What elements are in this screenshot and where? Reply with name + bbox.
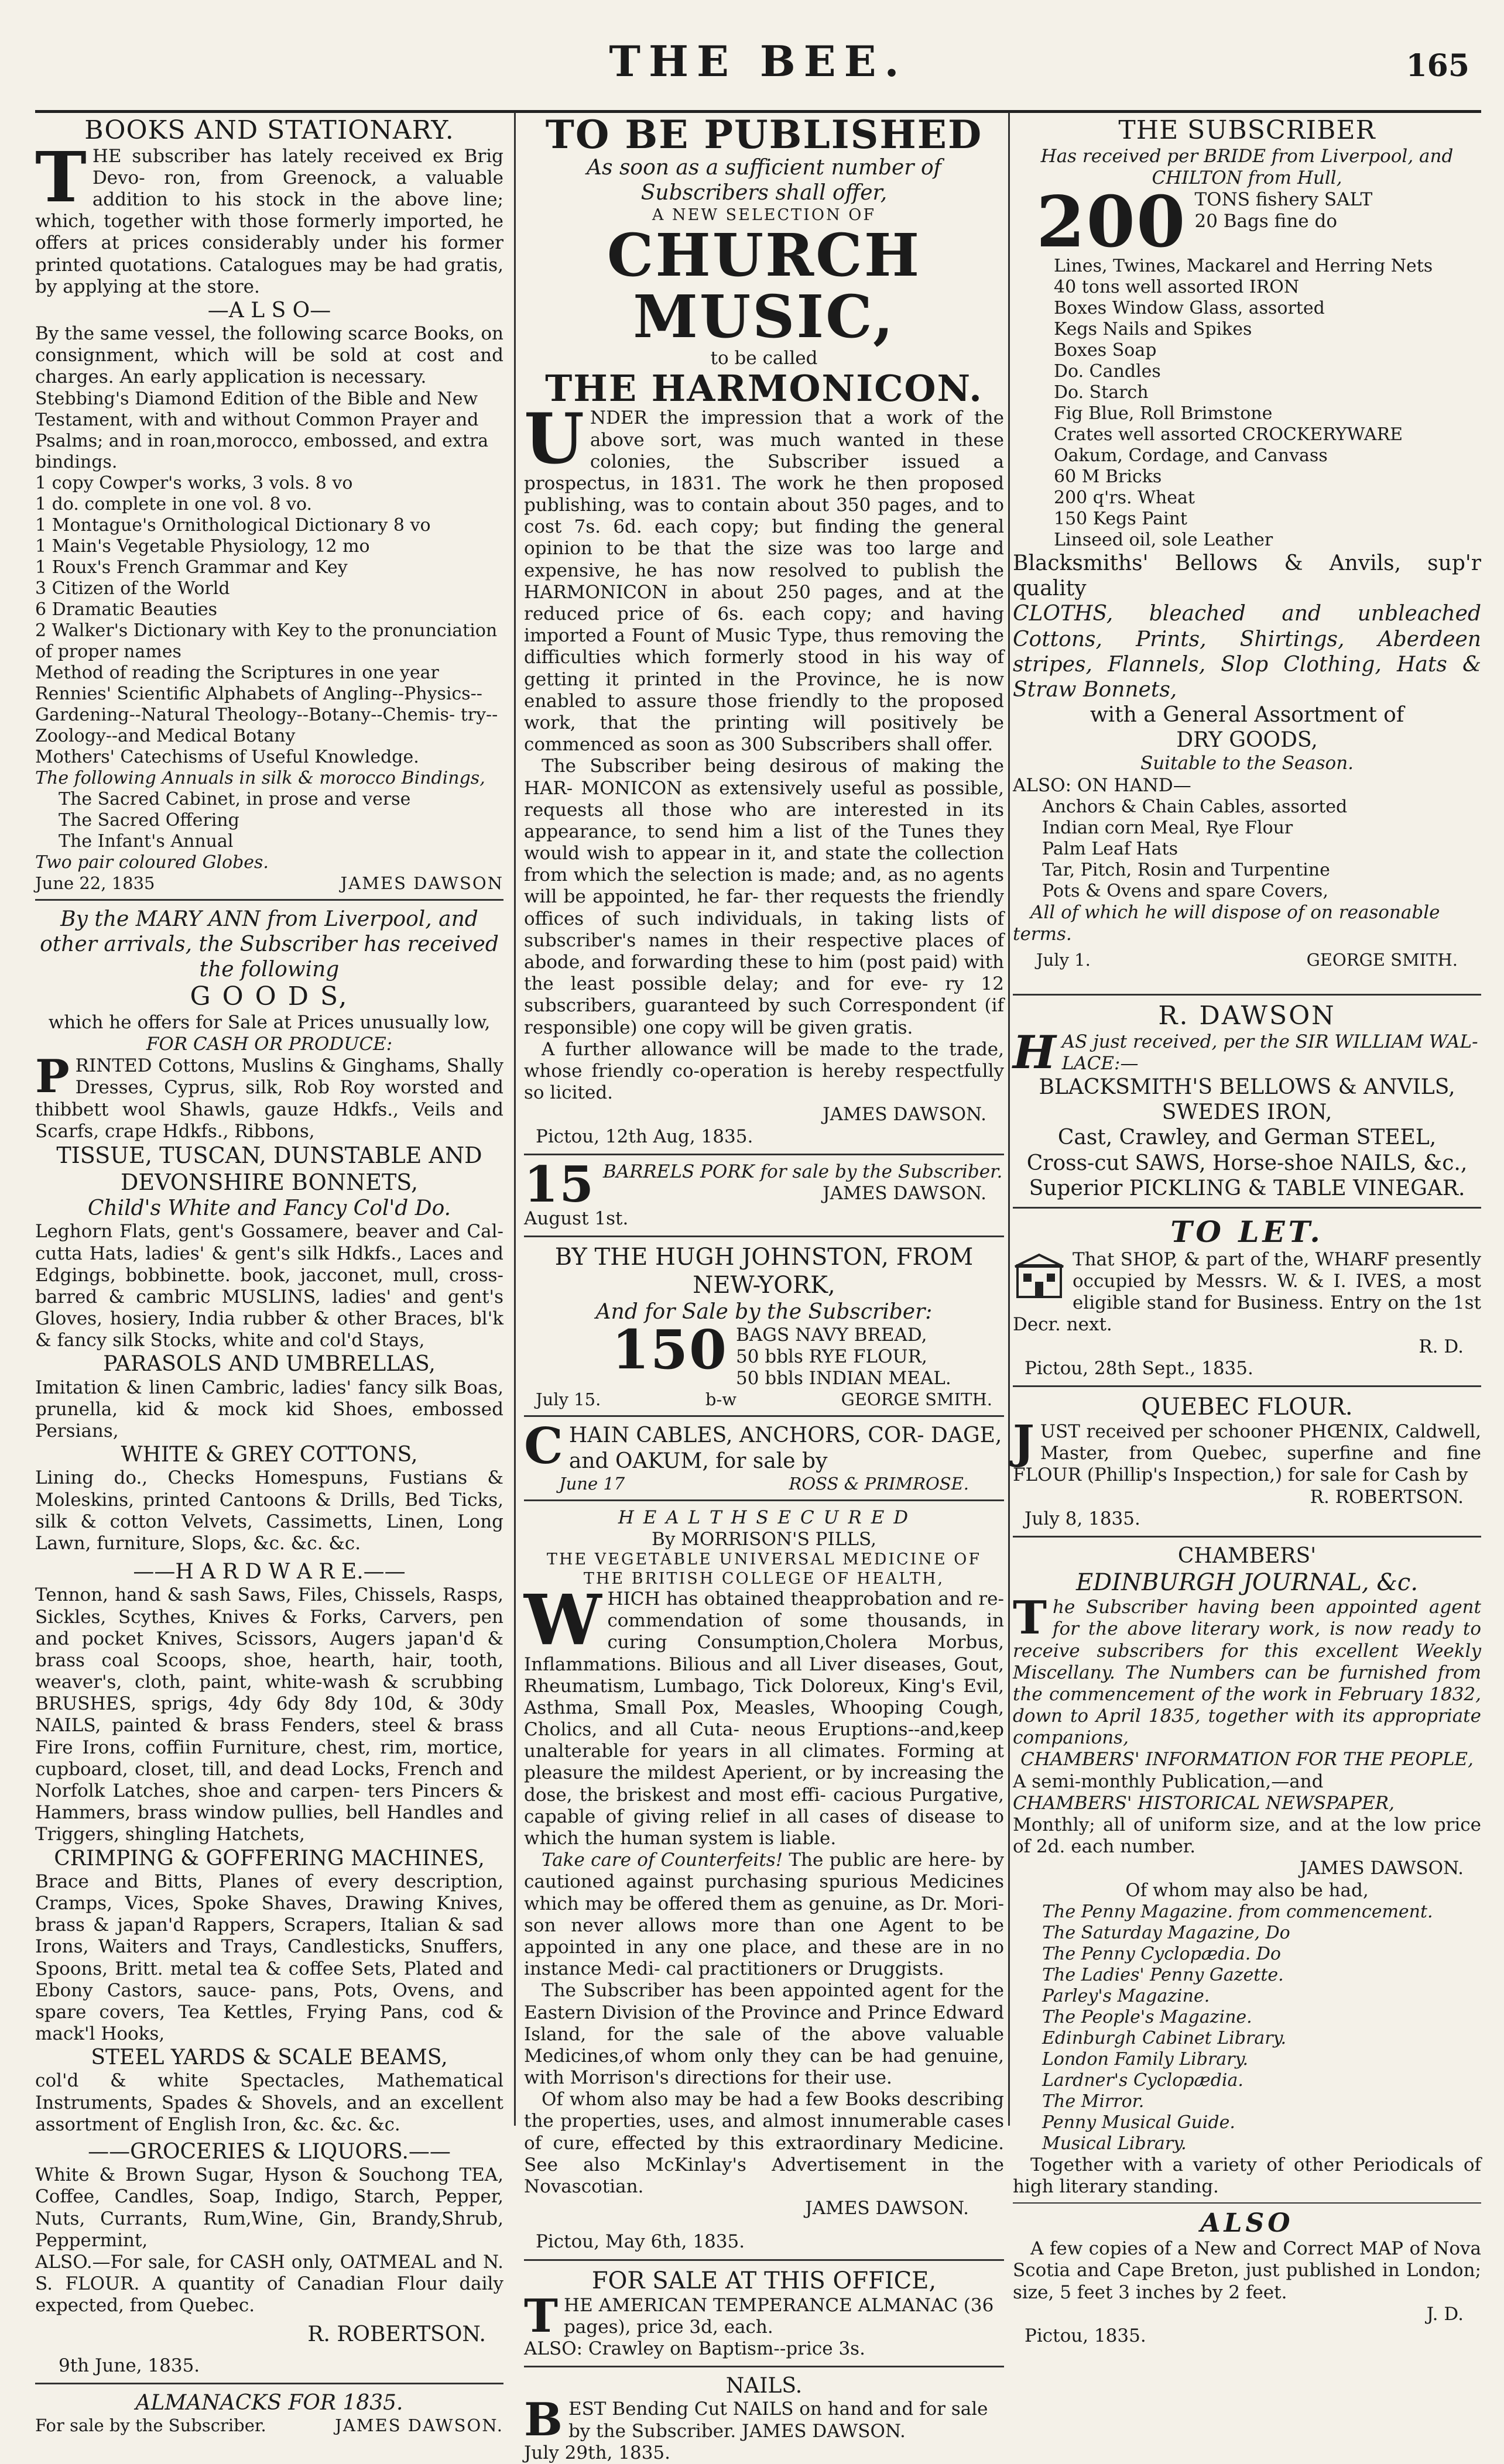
books-advert bbox=[35, 116, 503, 893]
page-header bbox=[35, 25, 1481, 112]
list-item: 50 bbls RYE FLOUR, bbox=[736, 1346, 927, 1368]
column-1 bbox=[35, 112, 503, 2436]
harmonicon-p2: The Subscriber being desirous of making the HAR- MONICON as extensively useful as possible, requests all those who are interested in its appearance, to send him a list of the Tunes they would wish to appear in it, and state the collection from which the selection is made; and, as no agents will be appointed, he far- ther requests the friendly offices of such individuals, in taking lists of subscriber's names in their respective places of abode, and forwarding these to him (post paid) with the least possible delay; and for eve- ry 12 subscribers, guaranteed by such Correspondent (if responsible) one copy will be given gratis. bbox=[524, 756, 1004, 1038]
list-item: Boxes Window Glass, assorted bbox=[1054, 297, 1325, 318]
list-item: 200 q'rs. Wheat bbox=[1054, 487, 1195, 508]
signer: JAMES DAWSON. bbox=[805, 2198, 969, 2219]
quebec-advert bbox=[1013, 1393, 1481, 1530]
dropcap: T bbox=[1013, 1591, 1047, 1645]
list-item: BLACKSMITH'S BELLOWS & ANVILS, bbox=[1039, 1075, 1455, 1099]
groceries-heading: ——GROCERIES & LIQUORS.—— bbox=[88, 2140, 451, 2164]
groceries-text: White & Brown Sugar, Hyson & Souchong TEA, Coffee, Candles, Soap, Indigo, Starch, Pepper, Nuts, Currants, Rum,Wine, Gin, Brandy,Shrub, Peppermint, bbox=[35, 2164, 503, 2251]
divider bbox=[35, 899, 503, 901]
steel-heading: STEEL YARDS & SCALE BEAMS, bbox=[91, 2046, 448, 2070]
list-item: Do. Candles bbox=[1054, 361, 1161, 382]
goods-parasols: PARASOLS AND UMBRELLAS, bbox=[103, 1352, 436, 1377]
divider bbox=[35, 2383, 503, 2384]
books-intro: THE subscriber has lately received ex Brig Devo- ron, from Greenock, a valuable addition to his stock in the above line; which, together with those formerly imported, he offers at prices considerably under his former printed quotations. Catalogues may be had gratis, by applying at the store. bbox=[35, 136, 503, 297]
dropcap: J bbox=[1013, 1416, 1034, 1470]
health-title: H E A L T H S E C U R E D bbox=[618, 1506, 910, 1528]
signer: GEORGE SMITH. bbox=[841, 1389, 992, 1410]
divider bbox=[1013, 994, 1481, 996]
mark: b-w bbox=[705, 1389, 737, 1410]
subscriber-blacksmith: Blacksmiths' Bellows & Anvils, sup'r quality bbox=[1013, 551, 1481, 601]
list-item: The Sacred Offering bbox=[59, 809, 239, 831]
list-item: 40 tons well assorted IRON bbox=[1054, 276, 1300, 297]
quebec-title: QUEBEC FLOUR. bbox=[1141, 1394, 1353, 1421]
divider bbox=[524, 2259, 1004, 2261]
chambers-info: CHAMBERS' INFORMATION FOR THE PEOPLE, bbox=[1020, 1749, 1474, 1770]
chambers-advert bbox=[1013, 1543, 1481, 2198]
books-also: —A L S O— bbox=[207, 298, 331, 322]
divider bbox=[1013, 2202, 1481, 2204]
page-number: 165 bbox=[1406, 48, 1469, 84]
list-item: Musical Library. bbox=[1042, 2133, 1187, 2154]
chambers-list bbox=[1013, 1902, 1481, 2154]
harmonicon-title3: THE HARMONICON. bbox=[545, 367, 983, 410]
date: July 29th, 1835. bbox=[524, 2442, 670, 2463]
list-item: The Saturday Magazine, Do bbox=[1042, 1922, 1290, 1943]
list-item: Kegs Nails and Spikes bbox=[1054, 318, 1252, 339]
almanacks-title: ALMANACKS FOR 1835. bbox=[135, 2390, 403, 2415]
books-list bbox=[35, 389, 503, 873]
chambers-hist: CHAMBERS' HISTORICAL NEWSPAPER, bbox=[1013, 1792, 1395, 1814]
hand-list bbox=[1013, 797, 1481, 902]
harmonicon-sub1: As soon as a sufficient number of Subscribers shall offer, bbox=[587, 156, 941, 205]
list-item: Cross-cut SAWS, Horse-shoe NAILS, &c., bbox=[1026, 1151, 1468, 1175]
list-item: 1 Montague's Ornithological Dictionary 8 vo bbox=[35, 514, 431, 536]
signer: JAMES DAWSON bbox=[340, 873, 503, 893]
divider bbox=[524, 1415, 1004, 1417]
goods-imitation: Imitation & linen Cambric, ladies' fancy silk Boas, prunella, kid & mock kid Shoes, embossed Persians, bbox=[35, 1377, 503, 1442]
divider bbox=[1013, 1536, 1481, 1538]
list-item: Anchors & Chain Cables, assorted bbox=[1042, 796, 1348, 817]
list-item: Boxes Soap bbox=[1054, 339, 1157, 361]
initials: J. D. bbox=[1426, 2303, 1464, 2325]
list-item: Penny Musical Guide. bbox=[1042, 2112, 1235, 2133]
office-text: HE AMERICAN TEMPERANCE ALMANAC (36 pages), price 3d, each. bbox=[564, 2294, 994, 2338]
list-item: London Family Library. bbox=[1042, 2048, 1249, 2070]
health-p1: WHICH has obtained theapprobation and re- commendation of some thousands, in curing Consumption,Cholera Morbus, Inflammations. Bilious and all Liver diseases, Gout, Rheumatism, Lumbago, Tick Doloreux, King's Evil, Asthma, Small Pox, Measles, Whooping Cough, Cholics, and all Cuta- neous Eruptions--and,keep unalterable for years in all climates. Forming at pleasure the mildest Aperient, or by increasing the dose, the briskest and most effi- cacious Purgative, capable of giving relief in all cases of disease to which the human system is liable. bbox=[524, 1578, 1004, 1849]
list-item: Stebbing's Diamond Edition of the Bible and New Testament, with and without Common Prayer and Psalms; and in roan,morocco, embossed, and extra bindings. bbox=[35, 388, 489, 472]
signer: JAMES DAWSON. bbox=[1300, 1858, 1464, 1879]
list-item: The Penny Cyclopædia. Do bbox=[1042, 1943, 1281, 1964]
harmonicon-sub2: A NEW SELECTION OF bbox=[652, 205, 876, 224]
chambers-whom: Of whom may also be had, bbox=[1125, 1879, 1369, 1901]
list-item: Indian corn Meal, Rye Flour bbox=[1042, 817, 1293, 838]
dropcap: U bbox=[524, 398, 584, 480]
list-item: Parley's Magazine. bbox=[1042, 1985, 1210, 2006]
health-p3: The Subscriber has been appointed agent for the Eastern Division of the Province and Prince Edward Island, for the sale of the above valuable Medicines,of whom only they can be had genuine, with Morrison's directions for their use. bbox=[524, 1980, 1004, 2089]
date: 9th June, 1835. bbox=[59, 2355, 200, 2376]
list-item: The following Annuals in silk & morocco Bindings, bbox=[35, 767, 485, 788]
date: Pictou, 12th Aug, 1835. bbox=[536, 1125, 753, 1147]
chambers-title2: EDINBURGH JOURNAL, &c. bbox=[1075, 1569, 1419, 1597]
office-title: FOR SALE AT THIS OFFICE, bbox=[591, 2267, 937, 2294]
column-rule-2 bbox=[1008, 112, 1010, 2126]
list-item: Method of reading the Scriptures in one year bbox=[35, 662, 439, 683]
johnston-title: BY THE HUGH JOHNSTON, FROM NEW-YORK, bbox=[554, 1243, 974, 1299]
list-item: Oakum, Cordage, and Canvass bbox=[1054, 445, 1328, 466]
health-advert bbox=[524, 1507, 1004, 2253]
date: August 1st. bbox=[524, 1207, 629, 1229]
subscriber-advert bbox=[1013, 116, 1481, 970]
also-text: A few copies of a New and Correct MAP of Nova Scotia and Cape Breton, just published in London; size, 5 feet 3 inches by 2 feet. bbox=[1013, 2238, 1481, 2303]
harmonicon-sub3: to be called bbox=[710, 348, 818, 369]
list-item: SWEDES IRON, bbox=[1162, 1100, 1332, 1125]
hardware-text: Tennon, hand & sash Saws, Files, Chissels, Rasps, Sickles, Scythes, Knives & Forks, Carvers, pen and pocket Knives, Scissors, Augers japan'd & brass coal Scoops, shoe, hearth, hair, tooth, weaver's, cloth, paint, white-wash & scrubbing BRUSHES, sprigs, 4dy 6dy 8dy 10d, & 30dy NAILS, painted & brass Fenders, steel & brass Fire Irons, coffiin Furniture, chest, rim, mortice, cupboard, closet, till, and dead Locks, French and Norfolk Latches, shoe and carpen- ters Pincers & Hammers, brass window pullies, bell Handles and Triggers, shingling Hatchets, bbox=[35, 1584, 503, 1845]
johnston-number: 150 bbox=[612, 1317, 728, 1381]
date: June 22, 1835 bbox=[35, 873, 155, 893]
chambers-p1: he Subscriber having been appointed agent for the above literary work, is now ready to receive subscribers for this excellent Weekly Miscellany. The Numbers can be furnished from the commencement of the work in February 1832, down to April 1835, together with its appropriate companions, bbox=[1013, 1597, 1481, 1749]
johnston-advert bbox=[524, 1243, 1004, 1410]
date: July 1. bbox=[1036, 950, 1091, 970]
dropcap: P bbox=[35, 1050, 70, 1104]
list-item: 150 Kegs Paint bbox=[1054, 508, 1187, 529]
dropcap: H bbox=[1013, 1025, 1056, 1079]
almanacks-advert bbox=[35, 2390, 503, 2435]
list-item: Pots & Ovens and spare Covers, bbox=[1042, 880, 1328, 901]
list-item: The Ladies' Penny Gazette. bbox=[1042, 1964, 1284, 1985]
list-item: The Penny Magazine. from commencement. bbox=[1042, 1901, 1433, 1922]
dawson-advert bbox=[1013, 1001, 1481, 1201]
subscriber-dry: DRY GOODS, bbox=[1176, 728, 1318, 753]
date: Pictou, May 6th, 1835. bbox=[536, 2231, 745, 2253]
goods-leghorn: Leghorn Flats, gent's Gossamere, beaver and Cal- cutta Hats, ladies' & gent's silk Hdkfs., Laces and Edgings, bobbinette. book, jacconet, mull, cross- barred & cambric MUSLINS, ladies' and gent's Gloves, hosiery, India rubber & other Braces, bl'k & fancy silk Stocks, white and col'd Stays, bbox=[35, 1221, 503, 1351]
dropcap: B bbox=[524, 2393, 563, 2447]
health-sub: By MORRISON'S PILLS, bbox=[652, 1529, 876, 1550]
books-signature bbox=[35, 873, 503, 893]
list-item: Linseed oil, sole Leather bbox=[1054, 529, 1273, 550]
pork-number: 15 bbox=[524, 1155, 595, 1213]
tolet-title: TO LET. bbox=[1170, 1214, 1324, 1249]
list-item: 6 Dramatic Beauties bbox=[35, 599, 218, 620]
almanacks-text: For sale by the Subscriber. bbox=[35, 2415, 266, 2436]
dawson-title: R. DAWSON bbox=[1158, 1001, 1336, 1031]
shop-building-icon bbox=[1013, 1252, 1066, 1299]
chambers-monthly: Monthly; all of uniform size, and at the low price of 2d. each number. bbox=[1013, 1814, 1481, 1858]
pork-advert bbox=[524, 1155, 1004, 1230]
hardware-heading: ——H A R D W A R E.—— bbox=[133, 1560, 406, 1584]
list-item: Fig Blue, Roll Brimstone bbox=[1054, 403, 1273, 424]
dropcap: C bbox=[524, 1417, 563, 1475]
list-item: Superior PICKLING & TABLE VINEGAR. bbox=[1029, 1176, 1465, 1200]
salt-number: 200 bbox=[1036, 180, 1187, 263]
list-item: Mothers' Catechisms of Useful Knowledge. bbox=[35, 746, 419, 767]
list-item: TONS fishery SALT bbox=[1194, 188, 1373, 210]
chambers-semi: A semi-monthly Publication,—and bbox=[1013, 1770, 1324, 1792]
list-item: The Mirror. bbox=[1042, 2091, 1145, 2112]
steel-text: col'd & white Spectacles, Mathematical Instruments, Spades & Shovels, and an excellent assortment of English Iron, &c. &c. &c. bbox=[35, 2070, 503, 2135]
nails-advert bbox=[524, 2373, 1004, 2464]
subscriber-sub: Has received per BRIDE from Liverpool, and CHILTON from Hull, bbox=[1040, 145, 1454, 188]
list-item: Tar, Pitch, Rosin and Turpentine bbox=[1042, 859, 1330, 880]
quebec-text: UST received per schooner PHŒNIX, Caldwell, Master, from Quebec, superfine and fine FLOUR (Phillip's Inspection,) for sale for Cash by bbox=[1013, 1421, 1481, 1486]
divider bbox=[524, 2366, 1004, 2367]
also-advert bbox=[1013, 2208, 1481, 2347]
chambers-title: CHAMBERS' bbox=[1177, 1543, 1317, 1568]
cables-text: HAIN CABLES, ANCHORS, COR- DAGE, and OAKUM, for sale by bbox=[568, 1423, 1002, 1473]
harmonicon-p3: A further allowance will be made to the trade, whose friendly co-operation is hereby respectfully so licited. bbox=[524, 1038, 1004, 1104]
signer: JAMES DAWSON. bbox=[823, 1182, 986, 1204]
list-item: Lardner's Cyclopædia. bbox=[1042, 2070, 1243, 2091]
books-also-text: By the same vessel, the following scarce Books, on consignment, which will be sold at cost and charges. An early application is necessary. bbox=[35, 323, 503, 388]
subscriber-dispose: All of which he will dispose of on reasonable terms. bbox=[1013, 901, 1440, 945]
subscriber-cloths: CLOTHS, bleached and unbleached Cottons, Prints, Shirtings, Aberdeen stripes, Flannels, Slop Clothing, Hats & Straw Bonnets, bbox=[1013, 602, 1481, 702]
health-p2: Take care of Counterfeits! The public are here- by cautioned against purchasing spurious Medicines which may be offered them as genuine, as Dr. Mori- son never allows more than one Agent to be appointed in any one place, and these are in no instance Medi- cal practitioners or Druggists. bbox=[524, 1849, 1004, 1980]
list-item: Two pair coloured Globes. bbox=[35, 852, 269, 873]
list-item: The Infant's Annual bbox=[59, 831, 234, 852]
dropcap: T bbox=[524, 2289, 559, 2343]
goods-cottons: WHITE & GREY COTTONS, bbox=[121, 1443, 418, 1467]
list-item: Palm Leaf Hats bbox=[1042, 838, 1178, 859]
subscriber-general: with a General Assortment of bbox=[1090, 703, 1404, 727]
list-item: 1 Roux's French Grammar and Key bbox=[35, 557, 348, 578]
harmonicon-advert bbox=[524, 112, 1004, 1148]
list-item: Rennies' Scientific Alphabets of Angling--Physics-- Gardening--Natural Theology--Botany--Chemis- try--Zoology--and Medical Botany bbox=[35, 683, 498, 746]
divider bbox=[524, 1236, 1004, 1237]
list-item: 50 bbls INDIAN MEAL. bbox=[736, 1368, 951, 1389]
crimping-heading: CRIMPING & GOFFERING MACHINES, bbox=[54, 1846, 485, 1871]
subscriber-also: ALSO: ON HAND— bbox=[1013, 774, 1191, 796]
chambers-together: Together with a variety of other Periodicals of high literary standing. bbox=[1013, 2154, 1481, 2197]
signer: R. ROBERTSON. bbox=[307, 2322, 486, 2346]
goods-advert bbox=[35, 907, 503, 2377]
health-p4: Of whom also may be had a few Books describing the properties, uses, and almost innumerable cases of cure, effected by this extraordinary Medicine. See also McKinlay's Advertisement in the Novascotian. bbox=[524, 2089, 1004, 2198]
pork-text: BARRELS PORK for sale by the Subscriber. bbox=[602, 1161, 1003, 1182]
date: July 8, 1835. bbox=[1025, 1508, 1140, 1529]
date: July 15. bbox=[536, 1389, 601, 1410]
goods-intro: By the MARY ANN from Liverpool, and other arrivals, the Subscriber has received the following bbox=[40, 907, 499, 982]
tolet-text: That SHOP, & part of the, WHARF presently occupied by Messrs. W. & I. IVES, a most eligible stand for Business. Entry on the 1st Decr. next. bbox=[1013, 1248, 1481, 1336]
list-item: 2 Walker's Dictionary with Key to the pronunciation of proper names bbox=[35, 620, 498, 662]
harmonicon-title: TO BE PUBLISHED bbox=[545, 112, 983, 157]
signer: JAMES DAWSON. bbox=[335, 2415, 503, 2436]
list-item: 3 Citizen of the World bbox=[35, 578, 230, 599]
list-item: 1 do. complete in one vol. 8 vo. bbox=[35, 493, 313, 514]
divider bbox=[524, 1154, 1004, 1155]
list-item: 20 Bags fine do bbox=[1194, 211, 1338, 232]
list-item: Cast, Crawley, and German STEEL, bbox=[1057, 1125, 1437, 1150]
dawson-intro: AS just received, per the SIR WILLIAM WAL- LACE:— bbox=[1061, 1031, 1478, 1074]
dropcap: W bbox=[524, 1578, 602, 1660]
list-item: Crates well assorted CROCKERYWARE bbox=[1054, 424, 1403, 445]
signer: JAMES DAWSON. bbox=[742, 2420, 906, 2442]
office-advert bbox=[524, 2267, 1004, 2360]
list-item: 60 M Bricks bbox=[1054, 466, 1162, 487]
list-item: Edinburgh Cabinet Library. bbox=[1042, 2027, 1287, 2048]
goods-sub: which he offers for Sale at Prices unusually low, bbox=[48, 1011, 491, 1033]
groceries-also: ALSO.—For sale, for CASH only, OATMEAL and N. S. FLOUR. A quantity of Canadian Flour daily expected, from Quebec. bbox=[35, 2251, 503, 2317]
column-rule-1 bbox=[514, 112, 516, 2126]
date: June 17 bbox=[559, 1473, 625, 1494]
goods-heading: G O O D S, bbox=[190, 982, 349, 1012]
nails-text: EST Bending Cut NAILS on hand and for sale by the Subscriber. bbox=[568, 2398, 988, 2442]
goods-terms: FOR CASH OR PRODUCE: bbox=[146, 1034, 393, 1055]
list-item: BAGS NAVY BREAD, bbox=[736, 1324, 927, 1346]
nails-title: NAILS. bbox=[725, 2374, 803, 2398]
divider bbox=[1013, 1207, 1481, 1209]
subscriber-list bbox=[1013, 256, 1481, 551]
date: Pictou, 28th Sept., 1835. bbox=[1025, 1357, 1253, 1379]
goods-tissue: TISSUE, TUSCAN, DUNSTABLE AND DEVONSHIRE BONNETS, bbox=[56, 1142, 482, 1195]
signer: R. ROBERTSON. bbox=[1310, 1486, 1464, 1508]
health-sub2: THE VEGETABLE UNIVERSAL MEDICINE OF THE BRITISH COLLEGE OF HEALTH, bbox=[546, 1550, 982, 1588]
signer: ROSS & PRIMROSE. bbox=[789, 1473, 969, 1494]
initials: R. D. bbox=[1419, 1336, 1464, 1357]
column-2 bbox=[524, 112, 1004, 2463]
list-item: 1 copy Cowper's works, 3 vols. 8 vo bbox=[35, 472, 353, 493]
cables-advert bbox=[524, 1417, 1004, 1494]
divider bbox=[1013, 1385, 1481, 1387]
list-item: 1 Main's Vegetable Physiology, 12 mo bbox=[35, 536, 370, 557]
tolet-advert bbox=[1013, 1214, 1481, 1379]
subscriber-title: THE SUBSCRIBER bbox=[1118, 115, 1376, 145]
list-item: Do. Starch bbox=[1054, 382, 1149, 403]
goods-lining: Lining do., Checks Homespuns, Fustians & Moleskins, printed Cantoons & Drills, Bed Ticks, silk & cotton Velvets, Cassimetts, Linen, Long Lawn, furniture, Slops, &c. &c. &c. bbox=[35, 1467, 503, 1554]
list-item: Lines, Twines, Mackarel and Herring Nets bbox=[1054, 255, 1433, 276]
masthead: THE BEE. bbox=[609, 36, 907, 86]
johnston-sub: And for Sale by the Subscriber: bbox=[595, 1299, 933, 1324]
list-item: The People's Magazine. bbox=[1042, 2006, 1252, 2027]
signer: GEORGE SMITH. bbox=[1306, 950, 1458, 970]
crimping-text: Brace and Bitts, Planes of every description, Cramps, Vices, Spoke Shaves, Drawing Knives, brass & japan'd Rappers, Scrapers, Italian & sad Irons, Waiters and Trays, Candlesticks, Snuffers, Spoons, Britt. metal tea & coffee Sets, Plated and Ebony Castors, sauce- pans, Pots, Ovens, and spare covers, Tea Kettles, Frying Pans, cod & mack'l Hooks, bbox=[35, 1871, 503, 2045]
list-item: The Sacred Cabinet, in prose and verse bbox=[59, 788, 411, 809]
also-title: ALSO bbox=[1200, 2208, 1294, 2239]
date: Pictou, 1835. bbox=[1025, 2325, 1146, 2346]
books-title: BOOKS AND STATIONARY. bbox=[84, 115, 454, 145]
goods-childs: Child's White and Fancy Col'd Do. bbox=[87, 1196, 451, 1221]
office-also: ALSO: Crawley on Baptism--price 3s. bbox=[524, 2338, 865, 2359]
harmonicon-title2: CHURCH MUSIC, bbox=[607, 221, 921, 352]
column-3 bbox=[1013, 112, 1481, 2346]
harmonicon-p1: UNDER the impression that a work of the above sort, was much wanted in these colonies, the Subscriber issued a prospectus, in 1831. The work he then proposed publishing, was to contain about 350 pages, and to cost 7s. 6d. each copy; but finding the general opinion to be that the size was too large and expensive, he has now resolved to publish the HARMONICON in about 250 pages, and at the reduced price of 6s. each copy; and having imported a Fount of Music Type, thus removing the difficulties which formerly stood in his way of getting it printed in the Province, he is now enabled to assure those friendly to the proposed work, that the printing will positively be commenced as soon as 300 Subscribers shall offer. bbox=[524, 398, 1004, 756]
dropcap: T bbox=[35, 136, 87, 218]
goods-printed: PRINTED Cottons, Muslins & Ginghams, Shally Dresses, Cyprus, silk, Rob Roy worsted and thibbett wool Shawls, gauze Hdkfs., Veils and Scarfs, crape Hdkfs., Ribbons, bbox=[35, 1050, 503, 1142]
subscriber-suitable: Suitable to the Season. bbox=[1140, 753, 1354, 774]
signer: JAMES DAWSON. bbox=[823, 1104, 986, 1125]
divider bbox=[524, 1499, 1004, 1501]
